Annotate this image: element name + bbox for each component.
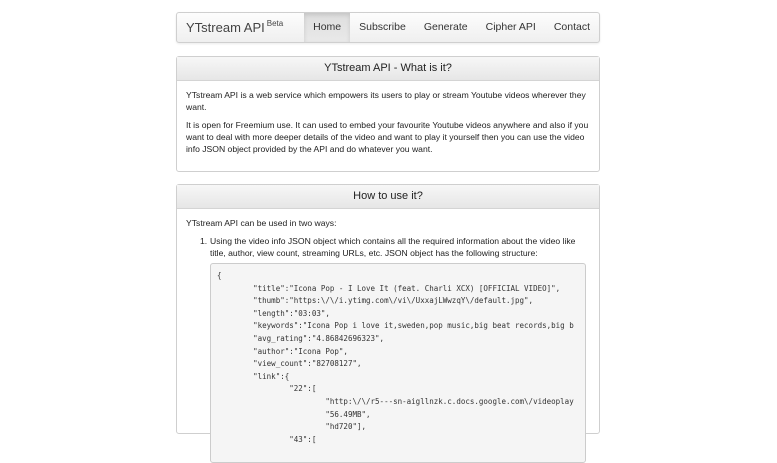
nav-item-subscribe[interactable]: Subscribe bbox=[359, 21, 406, 33]
what-is-it-heading: YTstream API - What is it? bbox=[177, 57, 599, 81]
brand-logo[interactable] bbox=[186, 19, 283, 35]
list-item-number: 1. bbox=[200, 236, 208, 246]
how-to-use-heading: How to use it? bbox=[177, 185, 599, 209]
how-to-use-body bbox=[177, 209, 599, 463]
what-is-it-panel bbox=[176, 56, 600, 172]
nav-item-cipher-api[interactable]: Cipher API bbox=[485, 21, 536, 33]
list-item bbox=[186, 235, 590, 259]
nav-item-contact[interactable]: Contact bbox=[553, 21, 590, 33]
list-item-text: Using the video info JSON object which contains all the required information about the video like title, author, view count, streaming URLs, etc. JSON object has the following structure: bbox=[210, 236, 576, 258]
brand-beta-badge: Beta bbox=[266, 19, 284, 28]
what-is-it-body bbox=[177, 81, 599, 155]
brand-name: YTstream API bbox=[186, 20, 265, 35]
nav-item-generate[interactable]: Generate bbox=[423, 21, 468, 33]
nav-menu bbox=[304, 13, 599, 42]
nav-item-home[interactable]: Home bbox=[304, 13, 350, 42]
how-to-use-intro: YTstream API can be used in two ways: bbox=[186, 218, 337, 228]
what-is-it-paragraph-2: It is open for Freemium use. It can used to embed your favourite Youtube videos anywhere and also if you want to deal with more deeper details of the video and want to play it yourself then you can use the video info JSON object provided by the API and do whatever you want. bbox=[186, 120, 589, 154]
json-code-block: { "title":"Icona Pop - I Love It (feat. Charli XCX) [OFFICIAL VIDEO]", "thumb":"https:\/\/i.ytimg.com\/vi\/UxxajLWwzqY\/default.jpg", "length":"03:03", "keywords":"Icona Pop i love it,sweden,pop music,big beat records,big b "avg_rating":"4.86842696323", "author":"Icona Pop", "view_count":"82708127", "link":{ "22":[ "http:\/\/r5---sn-aigllnzk.c.docs.google.com\/videoplay "56.49MB", "hd720"], "43":[ bbox=[210, 263, 586, 463]
navbar bbox=[176, 12, 600, 43]
how-to-use-panel bbox=[176, 184, 600, 444]
what-is-it-paragraph-1: YTstream API is a web service which empowers its users to play or stream Youtube videos wherever they want. bbox=[186, 90, 586, 112]
